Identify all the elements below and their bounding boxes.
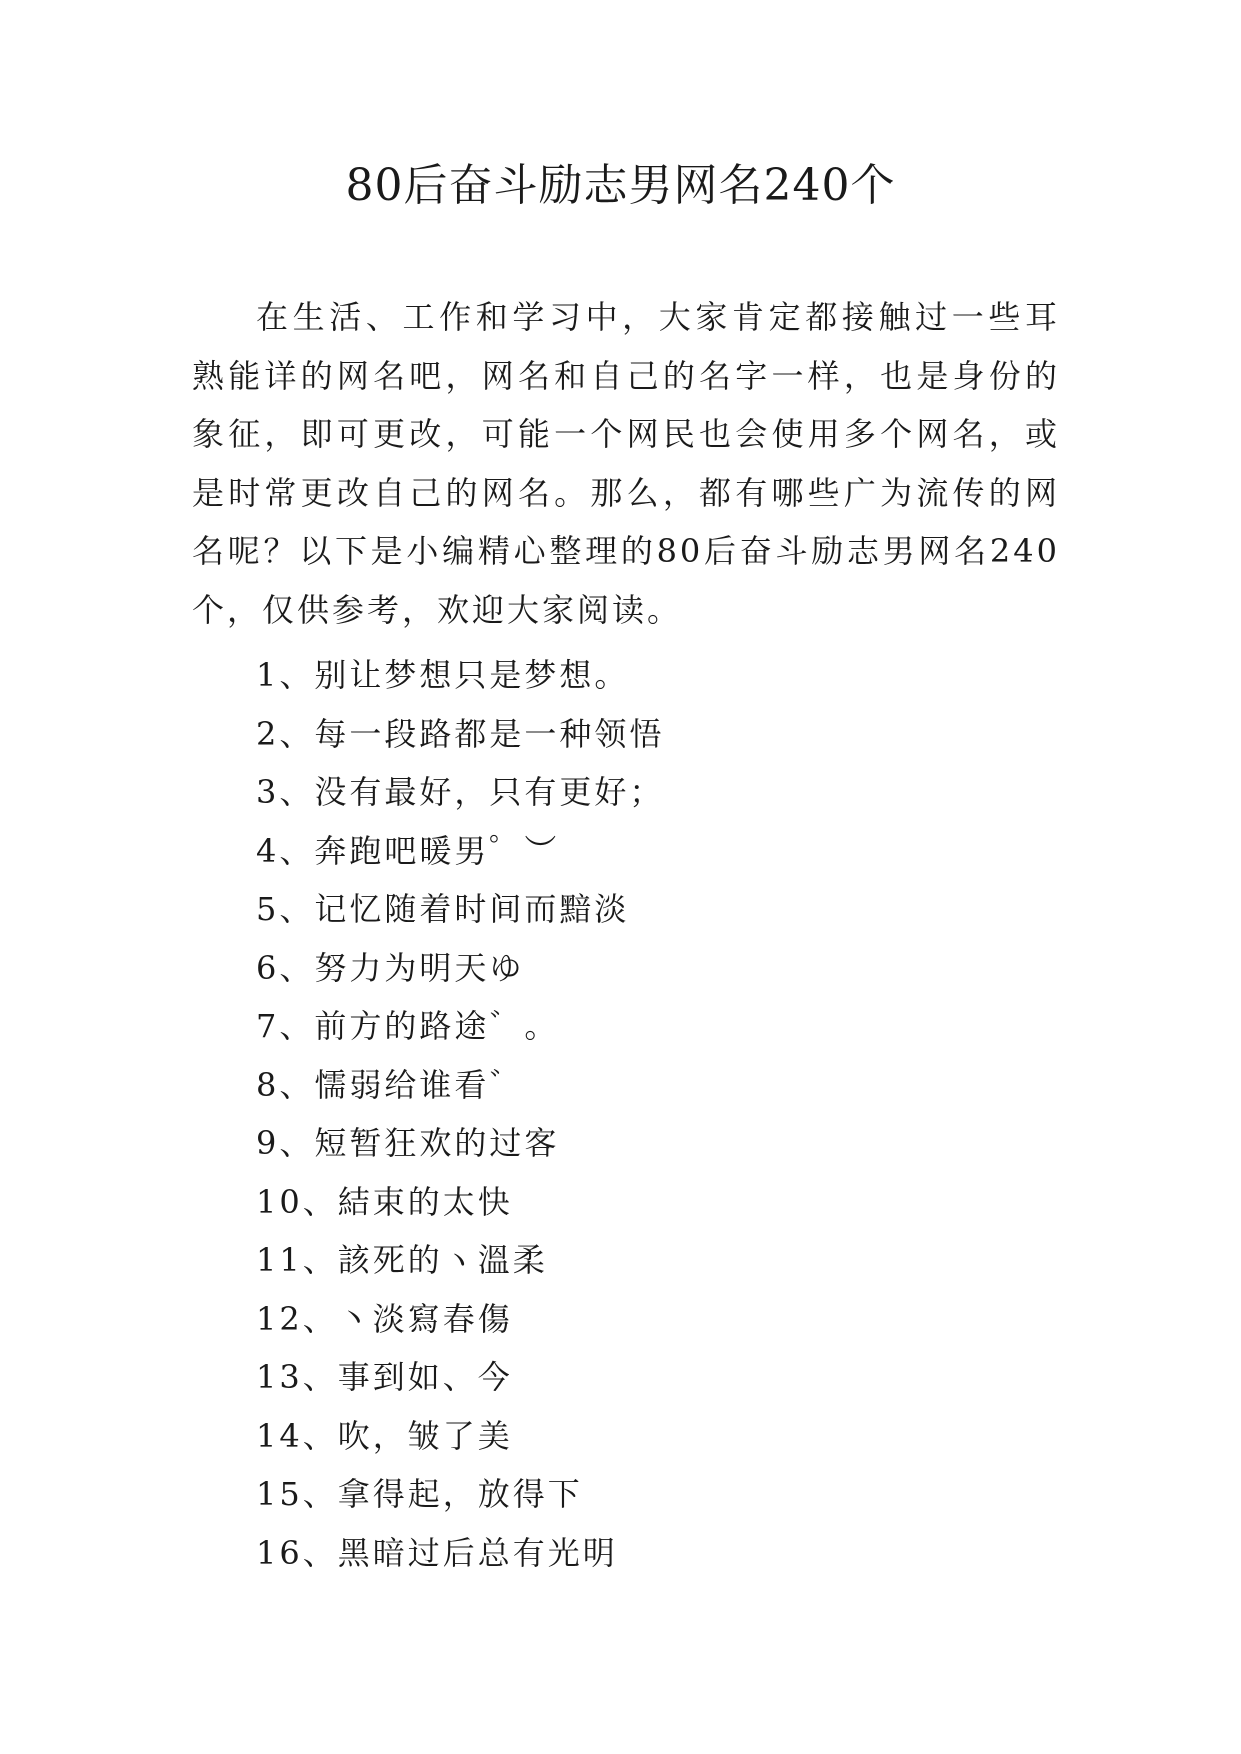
list-item: 16、黑暗过后总有光明 <box>256 1533 618 1572</box>
list-item: 6、努力为明天ゆ <box>256 948 525 987</box>
list-item: 13、事到如、今 <box>256 1358 513 1396</box>
list-item: 4、奔跑吧暖男゜︶ <box>256 831 560 870</box>
list-item: 7、前方的路途゛。 <box>256 1007 560 1045</box>
list-item: 3、没有最好，只有更好； <box>256 773 665 811</box>
list-item: 9、短暂狂欢的过客 <box>256 1124 560 1162</box>
intro-paragraph: 在生活、工作和学习中，大家肯定都接触过一些耳熟能详的网名吧，网名和自己的名字一样，也是身份的象征，即可更改，可能一个网民也会使用多个网名，或是时常更改自己的网名。那么，都有哪些广为流传的网名呢？以下是小编精心整理的80后奋斗励志男网名240个，仅供参考，欢迎大家阅读。 <box>192 298 1060 629</box>
list-item: 10、結束的太快 <box>256 1182 513 1221</box>
list-item: 12、丶淡寫春傷 <box>256 1299 513 1338</box>
list-item: 15、拿得起，放得下 <box>256 1475 583 1513</box>
list-item: 2、每一段路都是一种领悟 <box>256 714 665 753</box>
nickname-list <box>256 646 664 1582</box>
list-item: 1、别让梦想只是梦想。 <box>256 656 630 694</box>
list-item: 11、該死的ヽ溫柔 <box>256 1241 548 1279</box>
list-item: 14、吹，皱了美 <box>256 1416 513 1455</box>
list-item: 5、记忆随着时间而黯淡 <box>256 890 630 928</box>
list-item: 8、懦弱给谁看゛ <box>256 1065 525 1104</box>
document-title: 80后奋斗励志男网名240个 <box>345 160 896 211</box>
